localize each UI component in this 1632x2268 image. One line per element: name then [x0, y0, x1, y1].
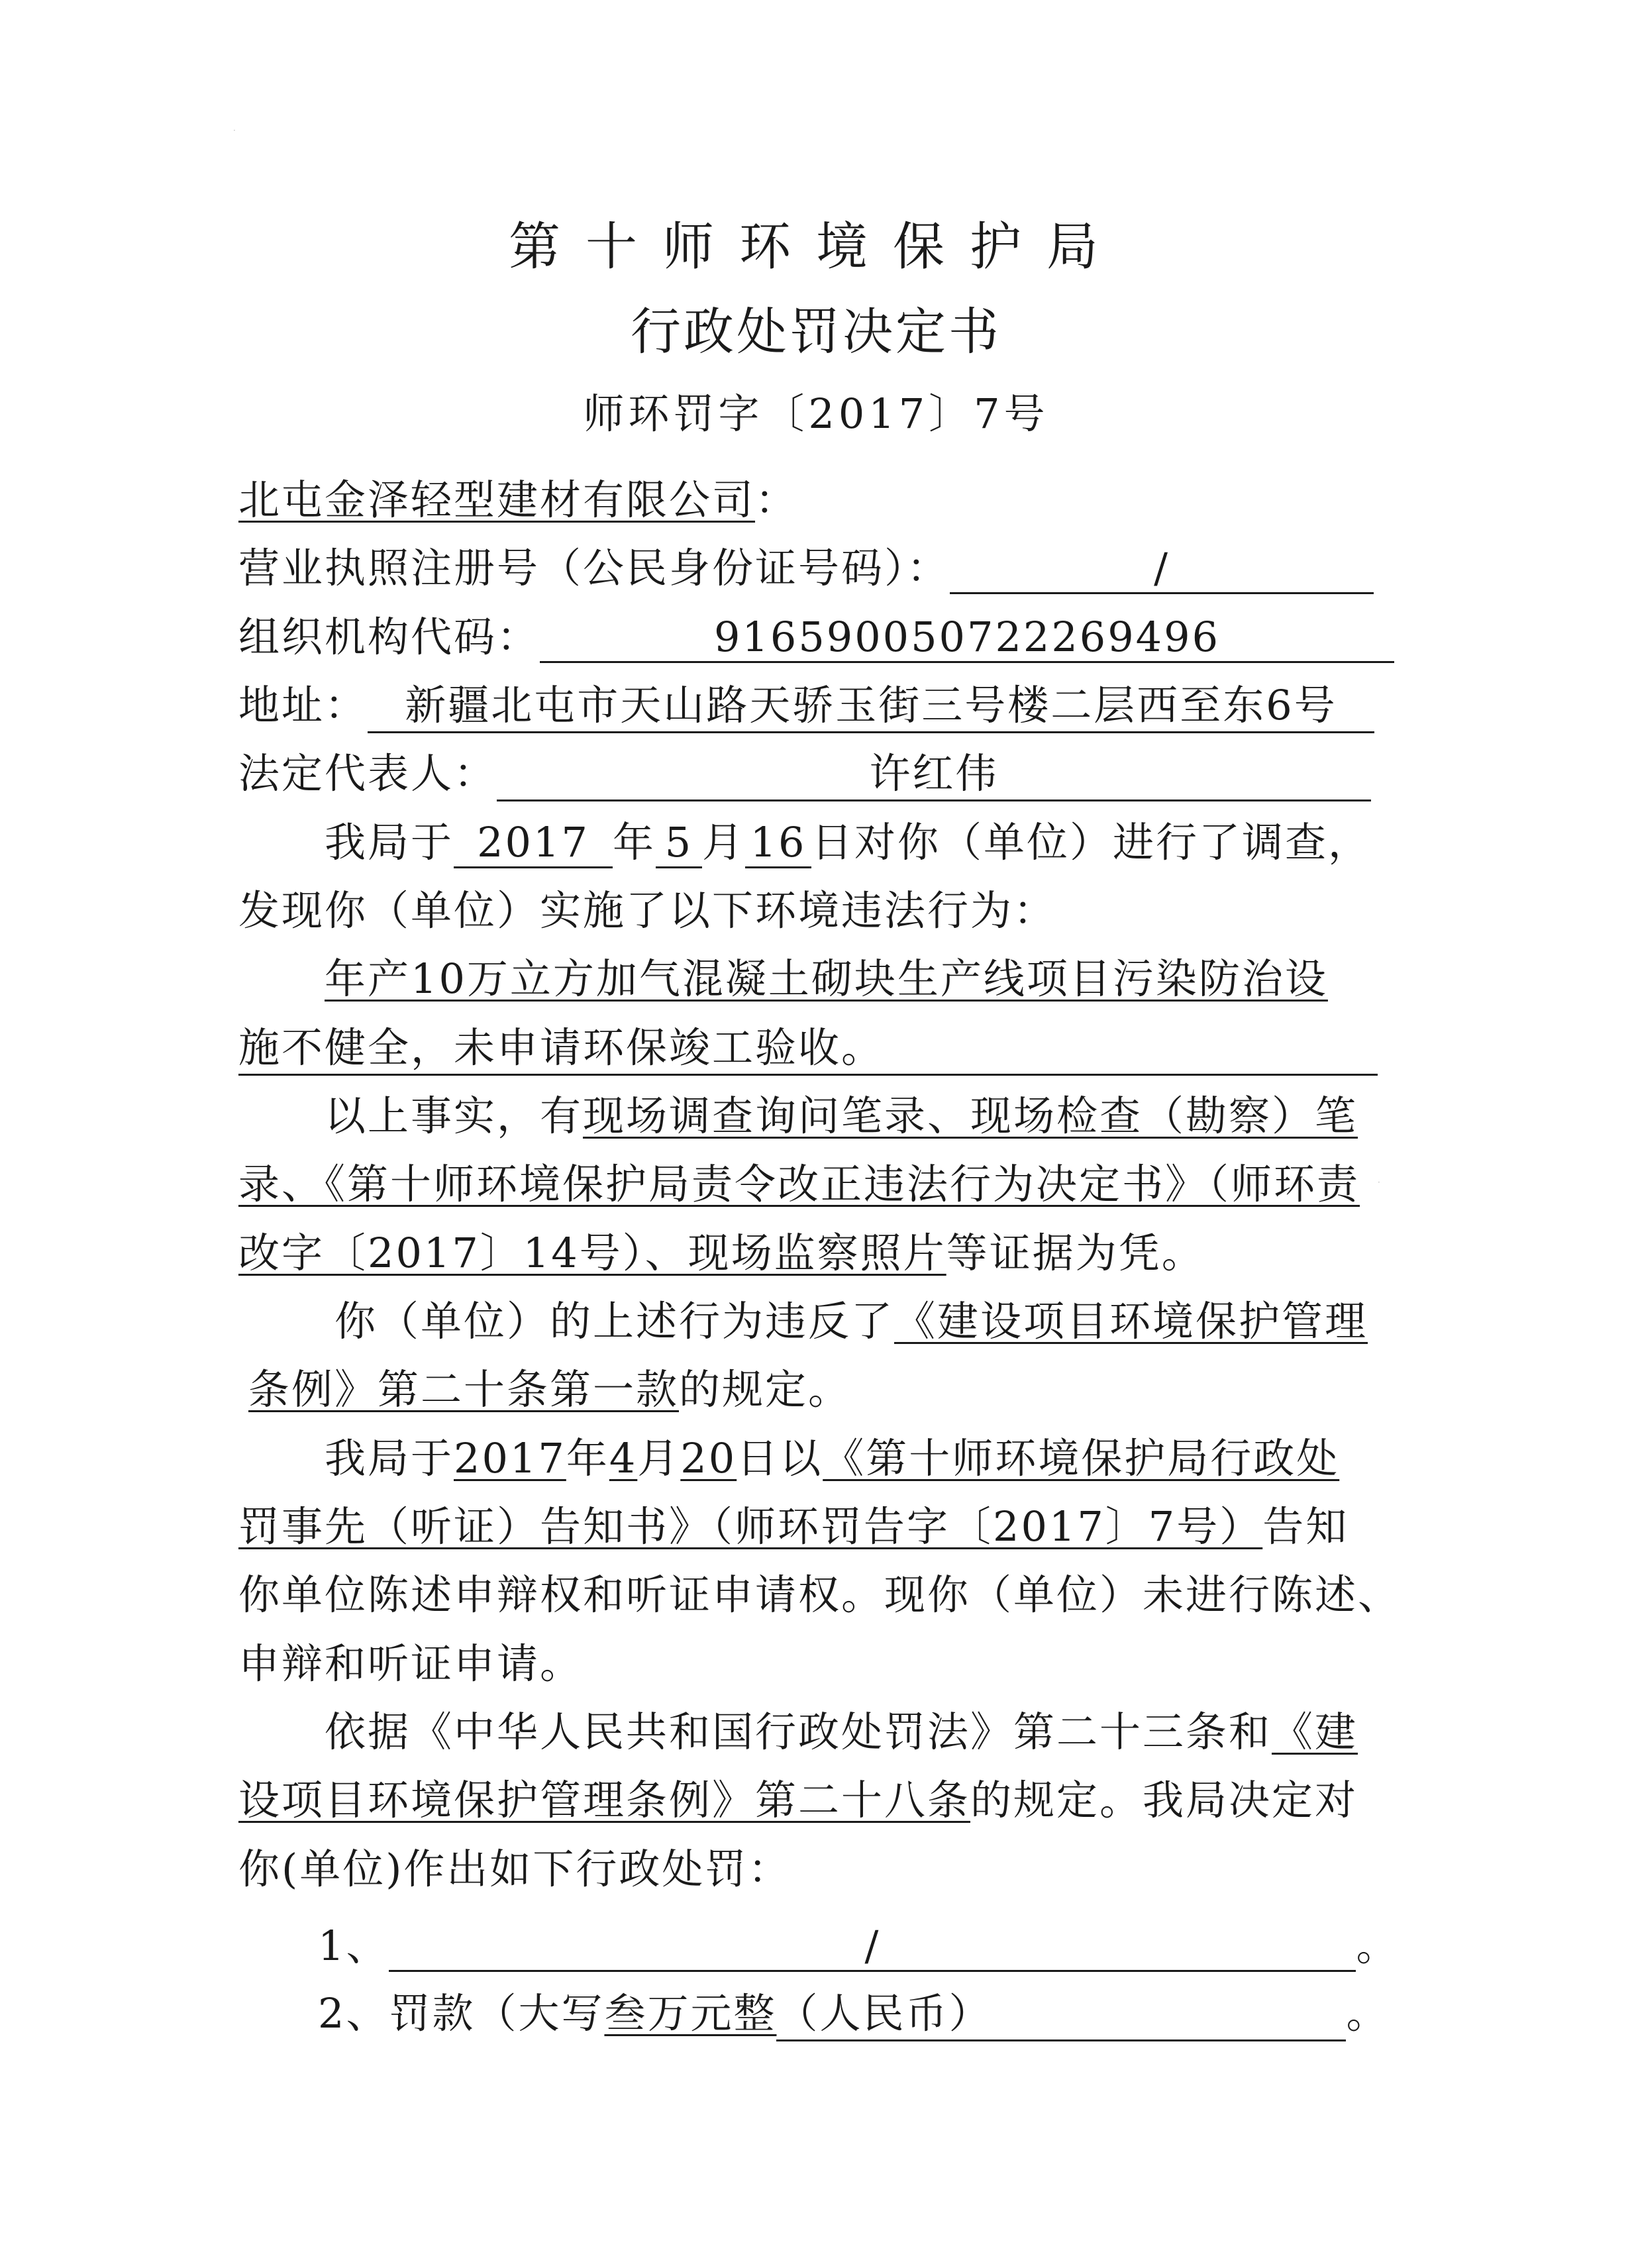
investigation-text: 日对你（单位）进行了调查，: [811, 818, 1372, 866]
scan-speck: ·: [1378, 1178, 1380, 1187]
investigation-line-1: [325, 809, 1371, 868]
party-name-line: [238, 467, 798, 526]
notice-text: 日以: [737, 1434, 823, 1482]
notice-line-3: 你单位陈述申辩权和听证申请权。现你（单位）未进行陈述、: [238, 1571, 1402, 1619]
violation-line-2: [238, 1015, 1378, 1076]
penalty-2-currency: （人民币）: [776, 1981, 1346, 2041]
notice-document: 罚事先（听证）告知书》（师环罚告字〔2017〕7号）: [238, 1502, 1263, 1551]
investigation-text: 年: [613, 818, 656, 866]
notice-text: 我局于: [325, 1434, 454, 1482]
evidence-list: 改字〔2017〕14号）、现场监察照片: [238, 1229, 946, 1277]
party-name: 北屯金泽轻型建材有限公司: [238, 476, 756, 524]
investigation-year: 2017: [454, 818, 613, 868]
notice-line-1: [325, 1425, 1339, 1484]
penalty-item-2: [318, 1981, 1389, 2041]
party-name-colon: ：: [755, 476, 799, 524]
org-code-line: [238, 604, 1394, 663]
violated-law-suffix: 的规定。: [679, 1365, 852, 1414]
evidence-line-1: [325, 1083, 1358, 1142]
investigation-text: 我局于: [325, 818, 454, 866]
basis-law: 设项目环境保护管理条例》第二十八条: [238, 1776, 971, 1824]
violated-law-text: 《建设项目环境保护管理: [894, 1297, 1368, 1345]
investigation-text: 月: [702, 818, 746, 866]
org-code-label: 组织机构代码：: [238, 613, 540, 661]
violation-text: 施不健全，未申请环保竣工验收。: [238, 1015, 1378, 1076]
license-label: 营业执照注册号（公民身份证号码）：: [238, 544, 950, 592]
basis-suffix: 的规定。我局决定对: [970, 1776, 1358, 1824]
penalty-2-amount: 叁万元整: [604, 1989, 777, 2037]
penalty-item-1: [318, 1913, 1399, 1972]
address-value: 新疆北屯市天山路天骄玉街三号楼二层西至东6号: [368, 672, 1374, 733]
basis-line-1: [325, 1699, 1358, 1758]
violated-law-prefix: 你（单位）的上述行为违反了: [334, 1297, 895, 1345]
investigation-month: 5: [656, 818, 702, 868]
document-number: 师环罚字〔2017〕7号: [583, 389, 1049, 438]
notice-day: 20: [680, 1434, 737, 1482]
notice-text: 月: [637, 1434, 681, 1482]
legal-rep-line: [238, 741, 1371, 801]
legal-rep-label: 法定代表人：: [238, 749, 497, 798]
address-line: [238, 672, 1374, 733]
investigation-line-2: 发现你（单位）实施了以下环境违法行为：: [238, 886, 1057, 935]
license-line: [238, 535, 1374, 594]
violation-line-1: [325, 946, 1328, 1005]
violated-law-line-1: [334, 1288, 1368, 1347]
penalty-2-prefix: 2、罚款（大写: [318, 1989, 605, 2037]
notice-document: 《第十师环境保护局行政处: [823, 1434, 1340, 1482]
penalty-end: 。: [1356, 1922, 1400, 1970]
notice-line-2: [238, 1494, 1349, 1553]
penalty-1-value: /: [389, 1922, 1356, 1972]
evidence-list: 现场调查询问笔录、现场检查（勘察）笔: [583, 1092, 1358, 1140]
license-value: /: [950, 544, 1374, 594]
scan-speck: ·: [233, 126, 236, 135]
investigation-day: 16: [745, 818, 811, 868]
evidence-list: 录、《第十师环境保护局责令改正违法行为决定书》（师环责: [238, 1160, 1360, 1208]
notice-suffix: 告知: [1262, 1502, 1349, 1551]
notice-year: 2017: [454, 1434, 566, 1482]
violation-text: 年产10万立方加气混凝土砌块生产线项目污染防治设: [325, 954, 1328, 1003]
evidence-suffix: 等证据为凭。: [946, 1229, 1205, 1277]
basis-law: 《建: [1272, 1708, 1358, 1756]
notice-month: 4: [609, 1434, 638, 1482]
notice-text: 年: [566, 1434, 609, 1482]
penalty-end: 。: [1346, 1989, 1390, 2037]
evidence-line-2: [238, 1151, 1360, 1210]
legal-rep-value: 许红伟: [497, 741, 1371, 801]
violated-law-line-2: [248, 1357, 851, 1416]
violated-law-text: 条例》第二十条第一款: [248, 1365, 680, 1414]
basis-prefix: 依据《中华人民共和国行政处罚法》第二十三条和: [325, 1708, 1272, 1756]
agency-title: 第十师环境保护局: [508, 217, 1123, 277]
org-code-value: 916590050722269496: [540, 613, 1394, 663]
document-type-title: 行政处罚决定书: [631, 302, 1001, 361]
evidence-prefix: 以上事实，有: [325, 1092, 584, 1140]
evidence-line-3: [238, 1220, 1205, 1279]
basis-line-2: [238, 1767, 1358, 1826]
address-label: 地址：: [238, 681, 368, 729]
penalty-number: 1、: [318, 1922, 389, 1970]
basis-line-3: 你(单位)作出如下行政处罚：: [238, 1845, 791, 1893]
notice-line-4: 申辩和听证申请。: [238, 1639, 584, 1688]
